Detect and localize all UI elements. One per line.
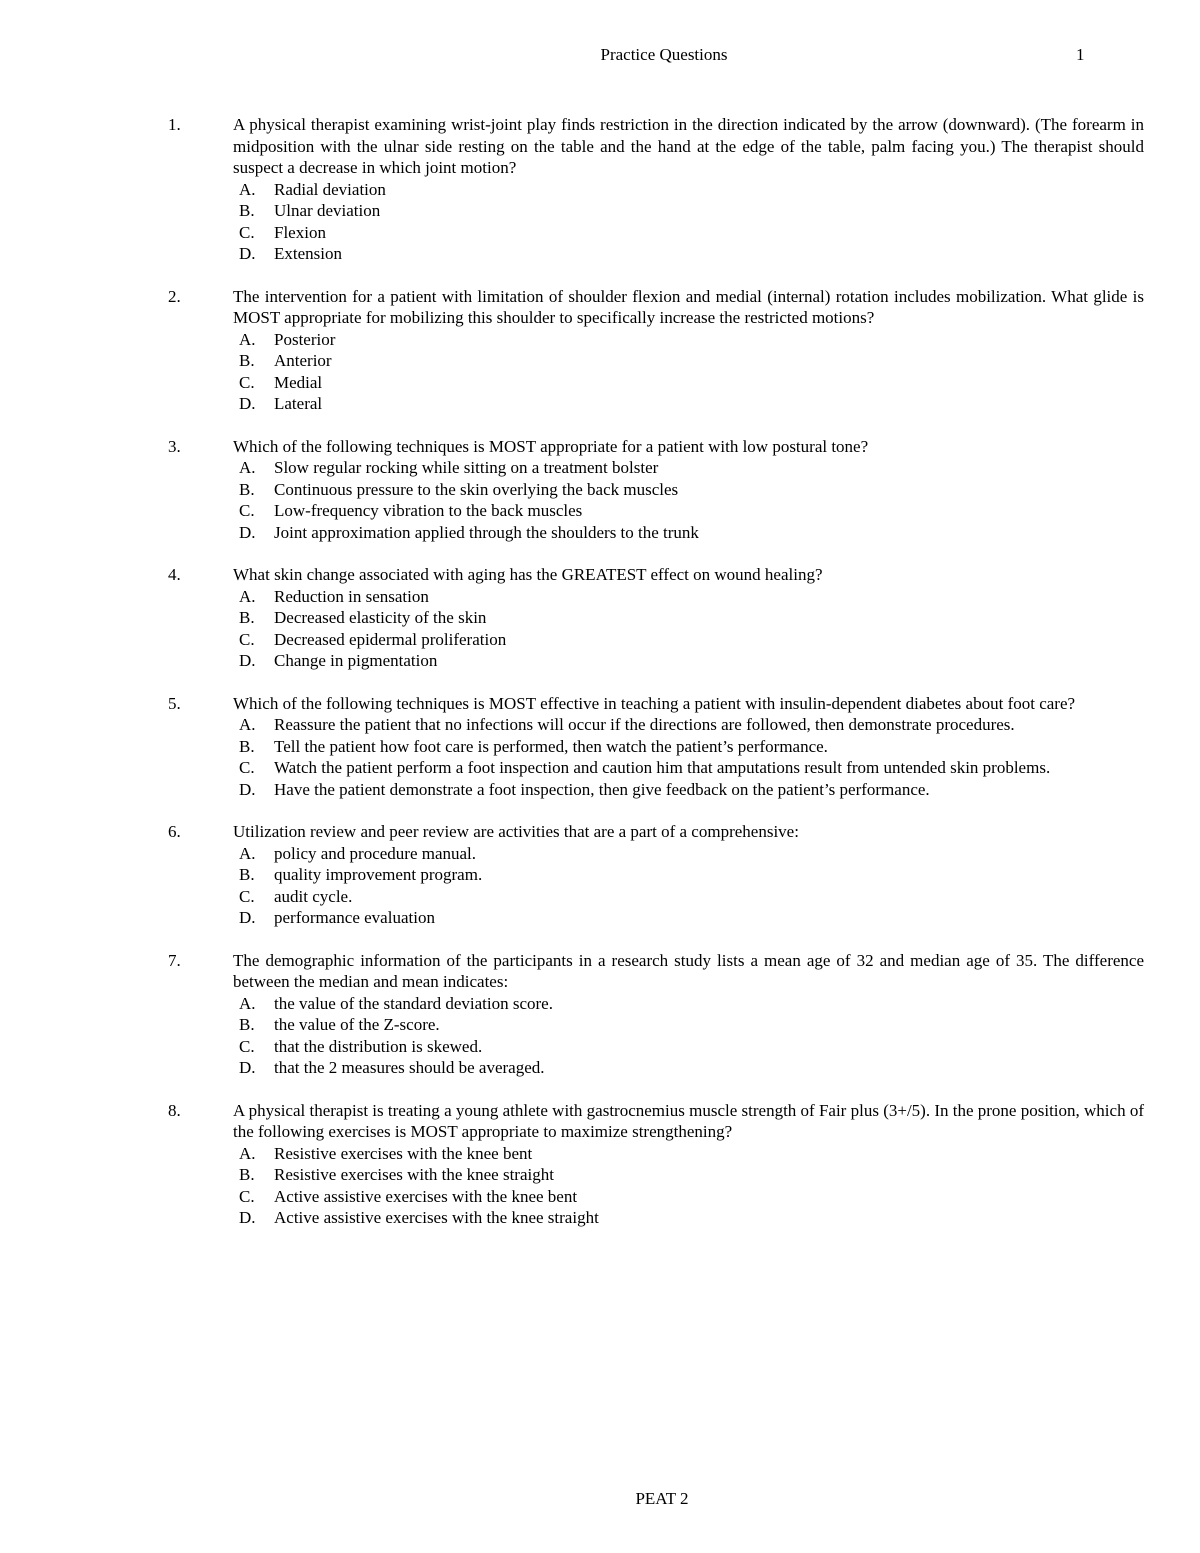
option-text: Lateral: [274, 394, 323, 413]
question-item: [0, 821, 1200, 929]
option-letter: D.: [239, 651, 256, 670]
page-title: Practice Questions: [600, 45, 728, 64]
question-number: 3.: [168, 436, 181, 456]
question-body: [233, 286, 1144, 415]
page-number: 1: [1076, 45, 1085, 64]
option-text: Radial deviation: [274, 179, 386, 199]
answer-option: [233, 779, 1144, 801]
option-text: Decreased epidermal proliferation: [274, 629, 507, 649]
option-letter: A.: [239, 715, 256, 734]
option-text: the value of the standard deviation score.: [274, 993, 553, 1013]
answer-option: [233, 843, 1144, 865]
option-letter: B.: [239, 736, 255, 756]
page-header: [0, 44, 1200, 68]
option-letter: A.: [239, 1143, 256, 1163]
option-letter: A.: [239, 179, 256, 199]
answer-options: [233, 843, 1144, 929]
question-stem: What skin change associated with aging has the GREATEST effect on wound healing?: [233, 565, 823, 584]
answer-option: [233, 1143, 1144, 1165]
option-letter: C.: [239, 1036, 255, 1056]
question-body: [233, 950, 1144, 1079]
answer-options: [233, 179, 1144, 265]
answer-option: [233, 179, 1144, 201]
option-text: Resistive exercises with the knee straight: [274, 1165, 554, 1184]
question-item: [0, 114, 1200, 265]
option-letter: A.: [239, 458, 256, 477]
answer-option: [233, 393, 1144, 415]
option-letter: D.: [239, 908, 256, 927]
option-text: the value of the Z-score.: [274, 1015, 440, 1034]
question-stem: Which of the following techniques is MOST effective in teaching a patient with insulin-dependent diabetes about foot care?: [233, 693, 1076, 713]
answer-option: [233, 907, 1144, 929]
answer-option: [233, 222, 1144, 244]
option-letter: B.: [239, 608, 255, 627]
question-body: [233, 436, 1144, 544]
question-number: 7.: [168, 950, 181, 970]
option-text: performance evaluation: [274, 908, 435, 927]
answer-option: [233, 586, 1144, 608]
option-text: Reduction in sensation: [274, 586, 429, 606]
question-item: [0, 693, 1200, 801]
answer-option: [233, 1036, 1144, 1058]
option-text: Decreased elasticity of the skin: [274, 608, 487, 627]
option-text: Have the patient demonstrate a foot inspection, then give feedback on the patient’s performance.: [274, 779, 930, 799]
answer-option: [233, 479, 1144, 501]
answer-options: [233, 586, 1144, 672]
option-text: Active assistive exercises with the knee straight: [274, 1208, 599, 1227]
option-letter: B.: [239, 201, 255, 220]
option-text: Joint approximation applied through the shoulders to the trunk: [274, 522, 699, 542]
option-text: Resistive exercises with the knee bent: [274, 1143, 533, 1163]
option-text: Flexion: [274, 222, 326, 242]
answer-option: [233, 993, 1144, 1015]
option-letter: D.: [239, 522, 256, 542]
question-item: [0, 286, 1200, 415]
answer-option: [233, 864, 1144, 886]
option-letter: C.: [239, 501, 255, 520]
question-body: [233, 564, 1144, 672]
option-letter: D.: [239, 244, 256, 263]
answer-option: [233, 372, 1144, 394]
option-text: Ulnar deviation: [274, 201, 381, 220]
answer-option: [233, 1186, 1144, 1208]
option-text: Medial: [274, 372, 323, 392]
option-text: Anterior: [274, 351, 332, 370]
option-text: quality improvement program.: [274, 865, 483, 884]
answer-option: [233, 350, 1144, 372]
question-number: 1.: [168, 115, 181, 134]
question-list: [0, 114, 1200, 1250]
option-letter: B.: [239, 1015, 255, 1034]
answer-option: [233, 1207, 1144, 1229]
option-text: Change in pigmentation: [274, 651, 438, 670]
answer-options: [233, 457, 1144, 543]
question-item: [0, 950, 1200, 1079]
answer-options: [233, 329, 1144, 415]
answer-options: [233, 714, 1144, 800]
answer-option: [233, 714, 1144, 736]
option-letter: C.: [239, 886, 255, 906]
question-body: [233, 693, 1144, 801]
question-number: 2.: [168, 286, 181, 306]
option-letter: D.: [239, 1208, 256, 1227]
option-letter: B.: [239, 479, 255, 499]
option-text: Reassure the patient that no infections will occur if the directions are followed, then demonstrate procedures.: [274, 715, 1015, 734]
answer-options: [233, 1143, 1144, 1229]
question-body: [233, 821, 1144, 929]
option-letter: B.: [239, 1165, 255, 1184]
option-letter: C.: [239, 758, 255, 777]
option-letter: B.: [239, 351, 255, 370]
answer-option: [233, 757, 1144, 779]
option-letter: A.: [239, 993, 256, 1013]
answer-option: [233, 200, 1144, 222]
option-letter: C.: [239, 629, 255, 649]
answer-option: [233, 650, 1144, 672]
question-stem: The intervention for a patient with limitation of shoulder flexion and medial (internal) rotation includes mobilization. What glide is MOST appropriate for mobilizing this shoulder to specifically increase the restricted motions?: [233, 286, 1144, 327]
question-stem: A physical therapist examining wrist-joint play finds restriction in the direction indicated by the arrow (downward). (The forearm in midposition with the ulnar side resting on the table and the hand at the edge of the table, palm facing you.) The therapist should suspect a decrease in which joint motion?: [233, 115, 1144, 177]
question-number: 6.: [168, 822, 181, 841]
question-body: [233, 114, 1144, 265]
question-stem: Utilization review and peer review are activities that are a part of a comprehensive:: [233, 822, 799, 841]
question-body: [233, 1100, 1144, 1229]
answer-option: [233, 329, 1144, 351]
question-number: 5.: [168, 693, 181, 713]
answer-option: [233, 522, 1144, 544]
option-text: policy and procedure manual.: [274, 843, 477, 863]
option-letter: A.: [239, 329, 256, 349]
option-letter: A.: [239, 843, 256, 863]
option-text: audit cycle.: [274, 886, 353, 906]
option-text: Active assistive exercises with the knee bent: [274, 1186, 578, 1206]
answer-option: [233, 736, 1144, 758]
question-item: [0, 1100, 1200, 1229]
answer-option: [233, 500, 1144, 522]
answer-option: [233, 1057, 1144, 1079]
question-number: 4.: [168, 565, 181, 584]
option-text: Tell the patient how foot care is performed, then watch the patient’s performance.: [274, 736, 828, 756]
option-text: Posterior: [274, 329, 336, 349]
answer-option: [233, 607, 1144, 629]
answer-option: [233, 457, 1144, 479]
option-letter: D.: [239, 394, 256, 413]
answer-option: [233, 629, 1144, 651]
option-letter: D.: [239, 779, 256, 799]
option-text: Low-frequency vibration to the back muscles: [274, 501, 583, 520]
page-footer: PEAT 2: [635, 1489, 689, 1508]
question-stem: Which of the following techniques is MOST appropriate for a patient with low postural tone?: [233, 436, 869, 456]
answer-option: [233, 886, 1144, 908]
option-text: Slow regular rocking while sitting on a treatment bolster: [274, 458, 659, 477]
option-text: Continuous pressure to the skin overlying the back muscles: [274, 479, 679, 499]
option-letter: A.: [239, 586, 256, 606]
answer-option: [233, 243, 1144, 265]
question-stem: The demographic information of the participants in a research study lists a mean age of 32 and median age of 35. The difference between the median and mean indicates:: [233, 950, 1144, 991]
answer-option: [233, 1014, 1144, 1036]
question-stem: A physical therapist is treating a young athlete with gastrocnemius muscle strength of Fair plus (3+/5). In the prone position, which of the following exercises is MOST appropriate to maximize strengthening?: [233, 1100, 1144, 1141]
option-letter: C.: [239, 372, 255, 392]
option-letter: C.: [239, 1186, 255, 1206]
option-text: that the 2 measures should be averaged.: [274, 1058, 545, 1077]
option-letter: D.: [239, 1058, 256, 1077]
option-letter: B.: [239, 865, 255, 884]
option-text: Watch the patient perform a foot inspection and caution him that amputations result from untended skin problems.: [274, 758, 1051, 777]
option-text: that the distribution is skewed.: [274, 1036, 483, 1056]
option-letter: C.: [239, 222, 255, 242]
answer-options: [233, 993, 1144, 1079]
question-number: 8.: [168, 1100, 181, 1120]
question-item: [0, 564, 1200, 672]
option-text: Extension: [274, 244, 342, 263]
question-item: [0, 436, 1200, 544]
answer-option: [233, 1164, 1144, 1186]
